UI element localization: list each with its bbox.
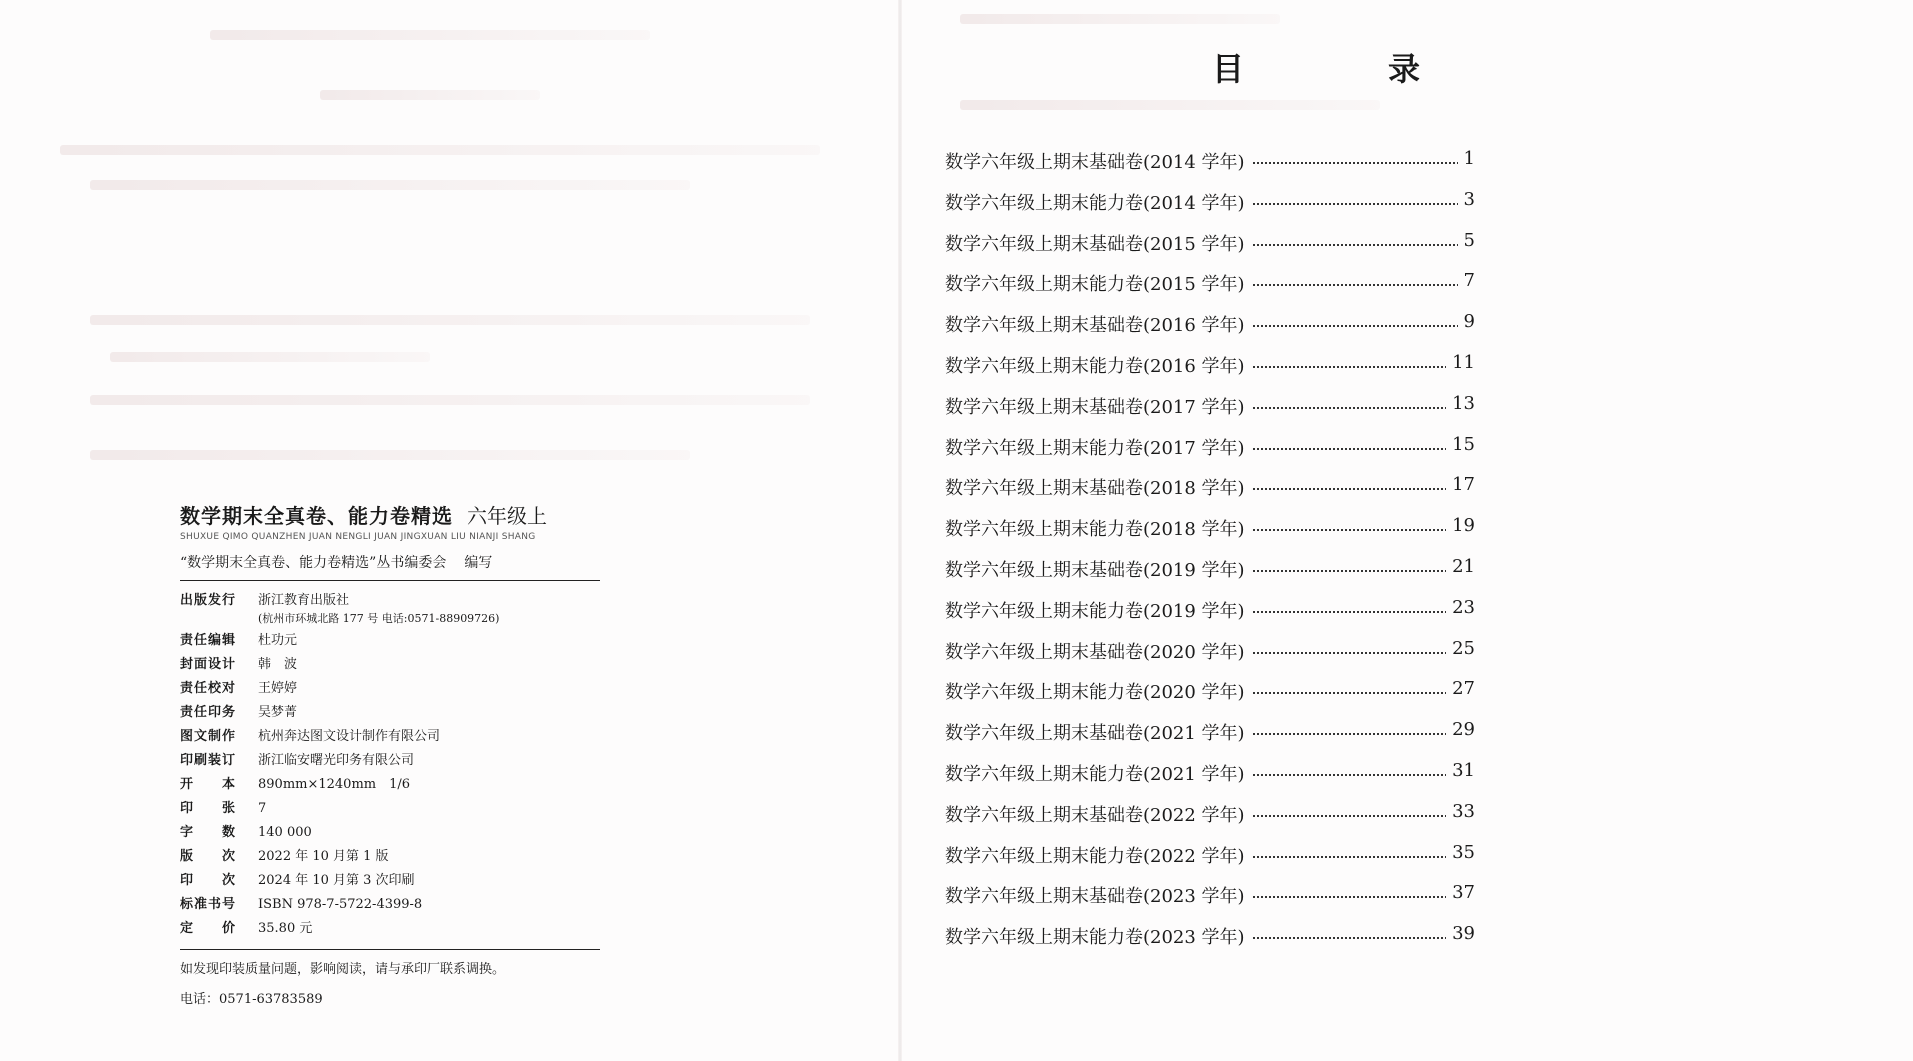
imprint-field-value: 2022 年 10 月第 1 版	[258, 849, 389, 864]
toc-entry[interactable]	[945, 148, 1475, 188]
bleed-through-line	[110, 352, 430, 362]
publisher-address: (杭州市环城北路 177 号 电话:0571-88909726)	[258, 612, 500, 625]
toc-entry[interactable]	[945, 393, 1475, 433]
toc-entry-title: 数学六年级上期末基础卷(2014 学年)	[945, 148, 1251, 174]
imprint-field-row	[180, 869, 600, 893]
imprint-field-key: 图文制作	[180, 729, 237, 744]
bleed-through-line	[90, 315, 810, 325]
imprint-field-value: 890mm×1240mm 1/6	[258, 777, 411, 792]
bleed-through-line	[60, 145, 820, 155]
imprint-field-value: 7	[258, 801, 267, 816]
toc-entry[interactable]	[945, 638, 1475, 678]
toc-page-number: 15	[1446, 434, 1475, 455]
book-title: 数学期末全真卷、能力卷精选	[180, 504, 453, 528]
toc-entry[interactable]	[945, 882, 1475, 922]
bleed-through-line	[90, 395, 810, 405]
editor-role: 编写	[464, 555, 493, 571]
bleed-through-line	[320, 90, 540, 100]
toc-entry-title: 数学六年级上期末基础卷(2015 学年)	[945, 230, 1251, 256]
imprint-field-row	[180, 773, 600, 797]
imprint-field-row	[180, 797, 600, 821]
imprint-field-key: 责任印务	[180, 705, 237, 720]
bleed-through-line	[90, 450, 690, 460]
toc-entry-title: 数学六年级上期末能力卷(2019 学年)	[945, 597, 1251, 623]
toc-page-number: 5	[1458, 230, 1475, 251]
toc-page-number: 37	[1446, 882, 1475, 903]
toc-entry-title: 数学六年级上期末能力卷(2014 学年)	[945, 189, 1251, 215]
toc-page-number: 25	[1446, 638, 1475, 659]
imprint-field-value: 140 000	[258, 825, 312, 840]
imprint-field-row	[180, 893, 600, 917]
bleed-through-line	[960, 14, 1280, 24]
toc-entry[interactable]	[945, 230, 1475, 270]
toc-page-number: 29	[1446, 719, 1475, 740]
toc-page-number: 13	[1446, 393, 1475, 414]
toc-page-number: 9	[1458, 311, 1475, 332]
toc-entry-title: 数学六年级上期末基础卷(2023 学年)	[945, 882, 1251, 908]
toc-entry[interactable]	[945, 474, 1475, 514]
imprint-field-key: 开 本	[180, 777, 237, 792]
imprint-field-key: 定 价	[180, 921, 237, 936]
toc-page-number: 21	[1446, 556, 1475, 577]
imprint-field-row	[180, 749, 600, 773]
toc-entry-title: 数学六年级上期末基础卷(2022 学年)	[945, 801, 1251, 827]
toc-entry-title: 数学六年级上期末基础卷(2017 学年)	[945, 393, 1251, 419]
imprint-field-key: 印 次	[180, 873, 237, 888]
toc-entry[interactable]	[945, 189, 1475, 229]
book-title-line	[180, 500, 600, 529]
imprint-field-value: 王婷婷	[258, 681, 298, 696]
toc-page-number: 17	[1446, 474, 1475, 495]
imprint-field-key: 版 次	[180, 849, 237, 864]
imprint-field-value: 杭州奔达图文设计制作有限公司	[258, 729, 441, 744]
toc-page-number: 23	[1446, 597, 1475, 618]
toc-entry-title: 数学六年级上期末基础卷(2016 学年)	[945, 311, 1251, 337]
toc-entry[interactable]	[945, 719, 1475, 759]
toc-entry-title: 数学六年级上期末能力卷(2022 学年)	[945, 842, 1251, 868]
imprint-field-row	[180, 917, 600, 941]
toc-entry[interactable]	[945, 434, 1475, 474]
publisher-label: 出版发行	[180, 593, 237, 608]
toc-page-number: 35	[1446, 842, 1475, 863]
imprint-field-key: 封面设计	[180, 657, 237, 672]
toc-entry-title: 数学六年级上期末能力卷(2020 学年)	[945, 678, 1251, 704]
toc-entry-title: 数学六年级上期末基础卷(2021 学年)	[945, 719, 1251, 745]
imprint-field-value: ISBN 978-7-5722-4399-8	[258, 897, 423, 912]
imprint-field-row	[180, 653, 600, 677]
imprint-field-row	[180, 701, 600, 725]
toc-entry[interactable]	[945, 515, 1475, 555]
copyright-page	[0, 0, 900, 1061]
toc-entry[interactable]	[945, 352, 1475, 392]
imprint-field-value: 韩 波	[258, 657, 298, 672]
toc-page-number: 11	[1446, 352, 1475, 373]
imprint-field-value: 吴梦菁	[258, 705, 298, 720]
toc-page-number: 27	[1446, 678, 1475, 699]
imprint-field-row	[180, 677, 600, 701]
imprint-field-key: 印刷装订	[180, 753, 237, 768]
toc-entry[interactable]	[945, 923, 1475, 963]
toc-entry[interactable]	[945, 556, 1475, 596]
toc-page-number: 7	[1458, 270, 1475, 291]
toc-entry-title: 数学六年级上期末能力卷(2015 学年)	[945, 270, 1251, 296]
toc-entry-title: 数学六年级上期末能力卷(2023 学年)	[945, 923, 1251, 949]
imprint-field-value: 35.80 元	[258, 921, 313, 936]
toc-entry-title: 数学六年级上期末能力卷(2021 学年)	[945, 760, 1251, 786]
bleed-through-line	[210, 30, 650, 40]
imprint-field-row	[180, 845, 600, 869]
toc-page-number: 1	[1458, 148, 1475, 169]
contents-page	[900, 0, 1913, 1061]
toc-entry-title: 数学六年级上期末基础卷(2020 学年)	[945, 638, 1251, 664]
imprint-field-key: 责任编辑	[180, 633, 237, 648]
toc-entry[interactable]	[945, 597, 1475, 637]
imprint-field-key: 责任校对	[180, 681, 237, 696]
imprint-field-row	[180, 821, 600, 845]
imprint-field-key: 字 数	[180, 825, 237, 840]
toc-entry-title: 数学六年级上期末基础卷(2018 学年)	[945, 474, 1251, 500]
toc-entry[interactable]	[945, 842, 1475, 882]
title-pinyin: SHUXUE QIMO QUANZHEN JUAN NENGLI JUAN JINGXUAN LIU NIANJI SHANG	[180, 532, 536, 542]
publisher-value: 浙江教育出版社	[258, 593, 350, 608]
bleed-through-line	[90, 180, 690, 190]
imprint-field-row	[180, 725, 600, 749]
toc-entry[interactable]	[945, 760, 1475, 800]
imprint-field-row	[180, 629, 600, 653]
imprint-field-value: 2024 年 10 月第 3 次印刷	[258, 873, 415, 888]
contact-phone: 电话：0571-63783589	[180, 992, 323, 1007]
quality-notice: 如发现印装质量问题，影响阅读，请与承印厂联系调换。	[180, 962, 506, 977]
toc-page-number: 33	[1446, 801, 1475, 822]
toc-title: 目 录	[1212, 50, 1477, 88]
toc-page-number: 3	[1458, 189, 1475, 210]
toc-page-number: 19	[1446, 515, 1475, 536]
toc-entry[interactable]	[945, 270, 1475, 310]
toc-entry[interactable]	[945, 678, 1475, 718]
toc-page-number: 31	[1446, 760, 1475, 781]
toc-entry[interactable]	[945, 801, 1475, 841]
divider	[180, 949, 600, 950]
imprint-field-value: 杜功元	[258, 633, 298, 648]
imprint-fields	[180, 629, 600, 941]
imprint-field-key: 标准书号	[180, 897, 237, 912]
toc-page-number: 39	[1446, 923, 1475, 944]
grade-label: 六年级上	[467, 504, 547, 528]
toc-entry-title: 数学六年级上期末能力卷(2016 学年)	[945, 352, 1251, 378]
imprint-field-value: 浙江临安曙光印务有限公司	[258, 753, 415, 768]
imprint-field-key: 印 张	[180, 801, 237, 816]
imprint-block	[180, 500, 600, 1012]
editor-line	[180, 552, 600, 572]
editor-committee: “数学期末全真卷、能力卷精选”丛书编委会	[180, 555, 447, 571]
bleed-through-line	[960, 100, 1380, 110]
divider	[180, 580, 600, 581]
toc-entry[interactable]	[945, 311, 1475, 351]
toc-entry-title: 数学六年级上期末能力卷(2017 学年)	[945, 434, 1251, 460]
toc-entry-title: 数学六年级上期末基础卷(2019 学年)	[945, 556, 1251, 582]
toc-entry-title: 数学六年级上期末能力卷(2018 学年)	[945, 515, 1251, 541]
